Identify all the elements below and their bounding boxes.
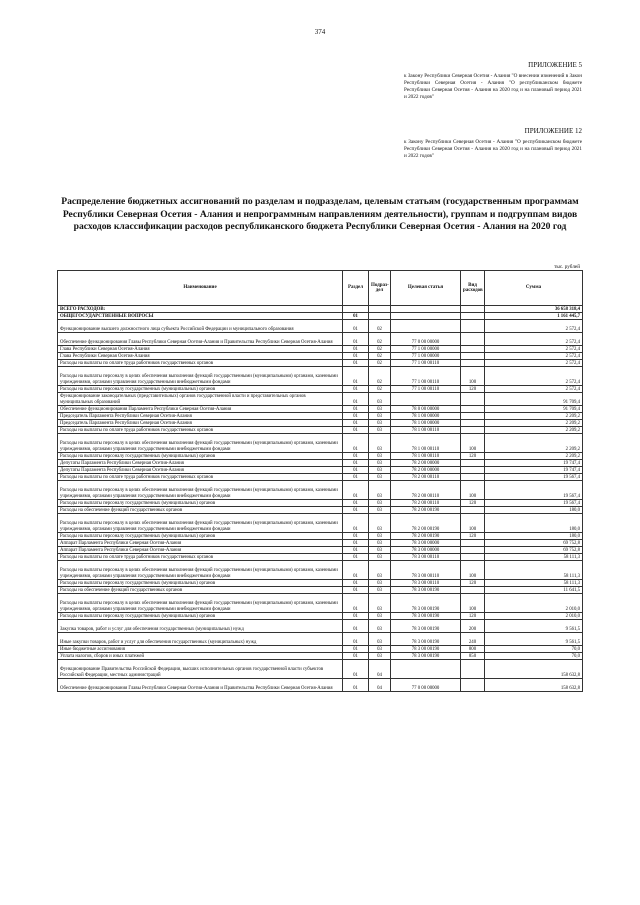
cell-type (461, 467, 485, 474)
cell-section: 01 (343, 313, 369, 320)
cell-section: 01 (343, 481, 369, 500)
cell-target (391, 313, 461, 320)
cell-section: 01 (343, 533, 369, 540)
cell-name: Расходы на выплаты по оплате труда работников государственных органов (58, 360, 343, 367)
cell-sum: 58 111,3 (485, 554, 583, 561)
cell-section: 01 (343, 333, 369, 346)
cell-subsection: 03 (369, 460, 391, 467)
cell-sum: 9 561,5 (485, 633, 583, 646)
cell-type: 120 (461, 613, 485, 620)
cell-sum: 69 752,8 (485, 547, 583, 554)
cell-subsection: 04 (369, 660, 391, 679)
cell-section: 01 (343, 393, 369, 406)
cell-type: 800 (461, 646, 485, 653)
cell-sum: 2 572,4 (485, 346, 583, 353)
cell-name: Функционирование законодательных (представительных) органов государственной власти и представительных органов муниципальных образований (58, 393, 343, 406)
cell-type (461, 306, 485, 313)
cell-type (461, 420, 485, 427)
cell-type: 120 (461, 533, 485, 540)
cell-target: 78 3 00 00110 (391, 561, 461, 580)
cell-name: Расходы на выплаты персоналу в целях обеспечения выполнения функций государственными (муниципальными) органами, казенными учреждениями, органами управления государственными внебюджетными фондами (58, 434, 343, 453)
cell-target: 78 2 00 00000 (391, 460, 461, 467)
cell-sum: 36 658 318,4 (485, 306, 583, 313)
cell-section: 01 (343, 360, 369, 367)
cell-section: 01 (343, 660, 369, 679)
cell-sum: 180,0 (485, 533, 583, 540)
cell-name: Расходы на выплаты персоналу в целях обеспечения выполнения функций государственными (муниципальными) органами, казенными учреждениями, органами управления государственными внебюджетными фондами (58, 367, 343, 386)
table-row (58, 533, 583, 540)
cell-type (461, 406, 485, 413)
cell-sum: 91 709,4 (485, 406, 583, 413)
cell-type (461, 353, 485, 360)
cell-section: 01 (343, 580, 369, 587)
cell-type: 850 (461, 653, 485, 660)
table-row (58, 313, 583, 320)
cell-subsection: 03 (369, 540, 391, 547)
header-sum: Сумма (485, 271, 583, 306)
cell-subsection: 03 (369, 653, 391, 660)
cell-target: 78 3 00 00190 (391, 587, 461, 594)
header-subsection: Подраз-дел (369, 271, 391, 306)
cell-name: Аппарат Парламента Республики Северная Осетия-Алания (58, 540, 343, 547)
table-row (58, 507, 583, 514)
cell-sum: 2 209,2 (485, 427, 583, 434)
cell-name: Расходы на выплаты персоналу государственных (муниципальных) органов (58, 613, 343, 620)
cell-subsection: 03 (369, 514, 391, 533)
cell-section: 01 (343, 594, 369, 613)
cell-name: Расходы на выплаты персоналу в целях обеспечения выполнения функций государственными (муниципальными) органами, казенными учреждениями, органами управления государственными внебюджетными фондами (58, 481, 343, 500)
document-title: Распределение бюджетных ассигнований по разделам и подразделам, целевым статьям (государственным программам Республики Северная Осетия - Алания и непрограммным направлениям деятельности), группам и подгруппам видов расходов классификации расходов республиканского бюджета Республики Северная Осетия - Алания на 2020 год (61, 196, 579, 232)
appendix-text: к Закону Республики Северная Осетия - Алания "О республиканском бюджете Республики Северная Осетия - Алания на 2020 год и на плановый период 2021 и 2022 годов" (404, 139, 582, 159)
cell-target: 78 2 00 00110 (391, 481, 461, 500)
cell-subsection: 03 (369, 554, 391, 561)
cell-target (391, 320, 461, 333)
cell-section: 01 (343, 367, 369, 386)
cell-subsection: 04 (369, 679, 391, 692)
cell-name: Расходы на обеспечение функций государственных органов (58, 587, 343, 594)
cell-subsection: 03 (369, 427, 391, 434)
cell-section: 01 (343, 620, 369, 633)
table-row (58, 353, 583, 360)
table-row (58, 427, 583, 434)
cell-name: Расходы на выплаты по оплате труда работников государственных органов (58, 474, 343, 481)
cell-sum: 2 209,2 (485, 413, 583, 420)
cell-name: Глава Республики Северная Осетия-Алания (58, 346, 343, 353)
cell-type (461, 474, 485, 481)
cell-target: 78 1 00 00110 (391, 453, 461, 460)
units-label: тыс. рублей (554, 264, 580, 270)
cell-section: 01 (343, 453, 369, 460)
cell-subsection: 02 (369, 360, 391, 367)
cell-sum: 19 747,4 (485, 467, 583, 474)
cell-sum: 2 572,4 (485, 360, 583, 367)
cell-sum: 58 111,3 (485, 561, 583, 580)
cell-subsection: 03 (369, 420, 391, 427)
cell-sum: 2 572,4 (485, 367, 583, 386)
header-type: Вид расходов (461, 271, 485, 306)
cell-type: 200 (461, 620, 485, 633)
cell-type (461, 333, 485, 346)
cell-name: Расходы на выплаты персоналу в целях обеспечения выполнения функций государственными (муниципальными) органами, казенными учреждениями, органами управления государственными внебюджетными фондами (58, 561, 343, 580)
cell-name: ОБЩЕГОСУДАРСТВЕННЫЕ ВОПРОСЫ (58, 313, 343, 320)
cell-sum: 58 111,3 (485, 580, 583, 587)
cell-sum: 9 561,5 (485, 620, 583, 633)
cell-type (461, 547, 485, 554)
cell-target: 77 0 00 00000 (391, 333, 461, 346)
cell-type: 120 (461, 386, 485, 393)
cell-name: Закупка товаров, работ и услуг для обеспечения государственных (муниципальных) нужд (58, 620, 343, 633)
cell-subsection: 03 (369, 481, 391, 500)
cell-sum: 19 567,4 (485, 500, 583, 507)
cell-type (461, 313, 485, 320)
cell-section: 01 (343, 353, 369, 360)
header-target: Целевая статья (391, 271, 461, 306)
cell-section: 01 (343, 386, 369, 393)
header-name: Наименование (58, 271, 343, 306)
cell-sum: 180,0 (485, 507, 583, 514)
page-number: 374 (314, 28, 326, 36)
cell-target: 78 1 00 00110 (391, 434, 461, 453)
cell-subsection: 03 (369, 413, 391, 420)
cell-name: Расходы на выплаты персоналу государственных (муниципальных) органов (58, 533, 343, 540)
cell-subsection: 03 (369, 613, 391, 620)
cell-name: Расходы на выплаты персоналу в целях обеспечения выполнения функций государственными (муниципальными) органами, казенными учреждениями, органами управления государственными внебюджетными фондами (58, 514, 343, 533)
cell-section: 01 (343, 346, 369, 353)
cell-sum: 19 747,4 (485, 460, 583, 467)
cell-type: 120 (461, 453, 485, 460)
cell-type (461, 679, 485, 692)
table-row (58, 333, 583, 346)
budget-table (57, 270, 583, 692)
cell-section: 01 (343, 653, 369, 660)
cell-name: Иные бюджетные ассигнования (58, 646, 343, 653)
cell-type: 100 (461, 434, 485, 453)
cell-target: 78 2 00 00110 (391, 474, 461, 481)
cell-target: 78 3 00 00190 (391, 613, 461, 620)
cell-section: 01 (343, 587, 369, 594)
cell-name: Обеспечение функционирования Главы Республики Северная Осетия-Алания и Правительства Республики Северная Осетия-Алания (58, 679, 343, 692)
cell-section: 01 (343, 320, 369, 333)
cell-type (461, 346, 485, 353)
cell-type: 100 (461, 481, 485, 500)
cell-type (461, 507, 485, 514)
cell-subsection: 03 (369, 500, 391, 507)
cell-type: 100 (461, 561, 485, 580)
table-row (58, 500, 583, 507)
cell-target: 77 1 00 00110 (391, 367, 461, 386)
table-row (58, 460, 583, 467)
table-row (58, 633, 583, 646)
table-row (58, 346, 583, 353)
cell-subsection: 03 (369, 474, 391, 481)
cell-subsection: 03 (369, 533, 391, 540)
cell-name: Обеспечение функционирования Парламента Республики Северная Осетия-Алания (58, 406, 343, 413)
cell-target: 78 1 00 00000 (391, 413, 461, 420)
cell-section: 01 (343, 467, 369, 474)
cell-target: 77 1 00 00000 (391, 353, 461, 360)
cell-target: 78 3 00 00190 (391, 653, 461, 660)
cell-section: 01 (343, 554, 369, 561)
cell-section: 01 (343, 413, 369, 420)
cell-subsection: 02 (369, 386, 391, 393)
cell-sum: 2 209,2 (485, 434, 583, 453)
cell-section: 01 (343, 540, 369, 547)
cell-sum: 158 632,8 (485, 679, 583, 692)
table-row (58, 660, 583, 679)
table-row (58, 481, 583, 500)
cell-subsection (369, 313, 391, 320)
cell-target: 78 1 00 00000 (391, 420, 461, 427)
table-row (58, 613, 583, 620)
cell-target: 78 3 00 00000 (391, 547, 461, 554)
cell-name: Расходы на выплаты персоналу государственных (муниципальных) органов (58, 453, 343, 460)
cell-subsection: 03 (369, 453, 391, 460)
cell-section: 01 (343, 613, 369, 620)
cell-section: 01 (343, 646, 369, 653)
cell-target: 78 3 00 00190 (391, 646, 461, 653)
cell-name: Уплата налогов, сборов и иных платежей (58, 653, 343, 660)
appendix-block-12 (404, 128, 582, 160)
cell-target: 78 2 00 00000 (391, 467, 461, 474)
table-row (58, 453, 583, 460)
table-row (58, 406, 583, 413)
cell-sum: 19 567,4 (485, 481, 583, 500)
cell-section: 01 (343, 460, 369, 467)
cell-sum: 70,0 (485, 653, 583, 660)
table-row (58, 393, 583, 406)
table-header-row (58, 271, 583, 306)
table-row (58, 514, 583, 533)
cell-subsection: 03 (369, 587, 391, 594)
table-row (58, 413, 583, 420)
cell-subsection: 03 (369, 633, 391, 646)
cell-type (461, 587, 485, 594)
cell-name: Расходы на выплаты персоналу государственных (муниципальных) органов (58, 580, 343, 587)
table-row (58, 320, 583, 333)
cell-sum: 2 572,4 (485, 386, 583, 393)
cell-name: Функционирование высшего должностного лица субъекта Российской Федерации и муниципального образования (58, 320, 343, 333)
cell-subsection: 03 (369, 547, 391, 554)
table-row (58, 434, 583, 453)
cell-sum: 158 632,8 (485, 660, 583, 679)
table-row (58, 367, 583, 386)
cell-type (461, 427, 485, 434)
cell-sum: 2 010,0 (485, 613, 583, 620)
table-row (58, 679, 583, 692)
cell-name: Расходы на выплаты персоналу государственных (муниципальных) органов (58, 500, 343, 507)
cell-type (461, 660, 485, 679)
table-row (58, 540, 583, 547)
cell-target: 78 3 00 00110 (391, 554, 461, 561)
cell-target: 78 3 00 00000 (391, 540, 461, 547)
cell-section: 01 (343, 420, 369, 427)
cell-type (461, 460, 485, 467)
cell-name: Председатель Парламента Республики Северная Осетия-Алания (58, 413, 343, 420)
cell-subsection: 03 (369, 507, 391, 514)
cell-type: 100 (461, 514, 485, 533)
cell-type (461, 413, 485, 420)
cell-type: 120 (461, 500, 485, 507)
cell-name: Иные закупки товаров, работ и услуг для обеспечения государственных (муниципальных) нужд (58, 633, 343, 646)
table-row (58, 561, 583, 580)
cell-name: Председатель Парламента Республики Северная Осетия-Алания (58, 420, 343, 427)
cell-section: 01 (343, 561, 369, 580)
table-row (58, 306, 583, 313)
cell-sum: 2 572,4 (485, 320, 583, 333)
cell-subsection: 02 (369, 333, 391, 346)
header-section: Раздел (343, 271, 369, 306)
cell-subsection: 03 (369, 646, 391, 653)
cell-section: 01 (343, 406, 369, 413)
cell-target: 77 1 00 00110 (391, 386, 461, 393)
cell-target: 78 3 00 00190 (391, 620, 461, 633)
cell-section: 01 (343, 679, 369, 692)
cell-type (461, 393, 485, 406)
cell-name: Расходы на выплаты персоналу в целях обеспечения выполнения функций государственными (муниципальными) органами, казенными учреждениями, органами управления государственными внебюджетными фондами (58, 594, 343, 613)
cell-sum: 180,0 (485, 514, 583, 533)
cell-subsection: 03 (369, 434, 391, 453)
table-row (58, 467, 583, 474)
cell-type: 100 (461, 367, 485, 386)
cell-target: 78 2 00 00110 (391, 500, 461, 507)
table-row (58, 386, 583, 393)
cell-subsection: 03 (369, 620, 391, 633)
table-row (58, 580, 583, 587)
table-row (58, 547, 583, 554)
cell-type (461, 320, 485, 333)
cell-section: 01 (343, 507, 369, 514)
cell-section: 01 (343, 500, 369, 507)
cell-sum: 1 161 445,7 (485, 313, 583, 320)
cell-section: 01 (343, 427, 369, 434)
cell-target: 78 2 00 00190 (391, 533, 461, 540)
cell-target: 77 0 00 00000 (391, 679, 461, 692)
cell-name: Обеспечение функционирования Главы Республики Северная Осетия-Алания и Правительства Республики Северная Осетия-Алания (58, 333, 343, 346)
cell-section (343, 306, 369, 313)
cell-section: 01 (343, 633, 369, 646)
cell-sum: 70,0 (485, 646, 583, 653)
cell-subsection: 02 (369, 353, 391, 360)
cell-subsection: 03 (369, 406, 391, 413)
table-row (58, 646, 583, 653)
cell-name: Расходы на выплаты персоналу государственных (муниципальных) органов (58, 386, 343, 393)
appendix-title: ПРИЛОЖЕНИЕ 12 (524, 127, 582, 135)
cell-target: 78 3 00 00190 (391, 633, 461, 646)
cell-name: Функционирование Правительства Российской Федерации, высших исполнительных органов государственной власти субъектов Российской Федерации, местных администраций (58, 660, 343, 679)
cell-sum: 2 010,0 (485, 594, 583, 613)
cell-name: Аппарат Парламента Республики Северная Осетия-Алания (58, 547, 343, 554)
cell-type (461, 554, 485, 561)
cell-sum: 11 641,5 (485, 587, 583, 594)
appendix-title: ПРИЛОЖЕНИЕ 5 (528, 61, 582, 69)
cell-target: 77 1 00 00000 (391, 346, 461, 353)
table-row (58, 653, 583, 660)
cell-target (391, 660, 461, 679)
cell-target (391, 393, 461, 406)
table-row (58, 420, 583, 427)
cell-subsection: 02 (369, 367, 391, 386)
cell-type (461, 360, 485, 367)
cell-subsection (369, 306, 391, 313)
cell-name: Расходы на обеспечение функций государственных органов (58, 507, 343, 514)
cell-subsection: 03 (369, 467, 391, 474)
table-row (58, 587, 583, 594)
table-row (58, 554, 583, 561)
table-row (58, 474, 583, 481)
cell-type (461, 540, 485, 547)
cell-subsection: 03 (369, 580, 391, 587)
cell-name: Депутаты Парламента Республики Северная Осетия-Алания (58, 460, 343, 467)
cell-name: Расходы на выплаты по оплате труда работников государственных органов (58, 427, 343, 434)
table-row (58, 360, 583, 367)
cell-name: Глава Республики Северная Осетия-Алания (58, 353, 343, 360)
cell-target (391, 306, 461, 313)
cell-subsection: 03 (369, 594, 391, 613)
cell-sum: 2 209,2 (485, 420, 583, 427)
cell-target: 78 2 00 00190 (391, 507, 461, 514)
cell-section: 01 (343, 547, 369, 554)
cell-sum: 19 567,4 (485, 474, 583, 481)
cell-target: 78 2 00 00190 (391, 514, 461, 533)
cell-name: Депутаты Парламента Республики Северная Осетия-Алания (58, 467, 343, 474)
cell-target: 77 1 00 00110 (391, 360, 461, 367)
appendix-block-5 (404, 62, 582, 101)
cell-sum: 2 209,2 (485, 453, 583, 460)
cell-type: 240 (461, 633, 485, 646)
cell-section: 01 (343, 514, 369, 533)
cell-target: 78 0 00 00000 (391, 406, 461, 413)
cell-type: 100 (461, 594, 485, 613)
cell-sum: 69 752,8 (485, 540, 583, 547)
cell-subsection: 02 (369, 346, 391, 353)
cell-target: 78 1 00 00110 (391, 427, 461, 434)
cell-target: 78 3 00 00110 (391, 580, 461, 587)
cell-type: 120 (461, 580, 485, 587)
table-row (58, 594, 583, 613)
table-row (58, 620, 583, 633)
cell-sum: 2 572,4 (485, 353, 583, 360)
cell-sum: 91 709,4 (485, 393, 583, 406)
cell-name: ВСЕГО РАСХОДОВ: (58, 306, 343, 313)
cell-subsection: 03 (369, 393, 391, 406)
cell-sum: 2 572,4 (485, 333, 583, 346)
cell-section: 01 (343, 474, 369, 481)
cell-subsection: 02 (369, 320, 391, 333)
cell-target: 78 3 00 00190 (391, 594, 461, 613)
cell-section: 01 (343, 434, 369, 453)
table-body (58, 306, 583, 692)
cell-subsection: 03 (369, 561, 391, 580)
cell-name: Расходы на выплаты по оплате труда работников государственных органов (58, 554, 343, 561)
appendix-text: к Закону Республики Северная Осетия - Алания "О внесении изменений в Закон Республики Северная Осетия - Алания "О республиканском бюджете Республики Северная Осетия - Алания на 2020 год и на плановый период 2021 и 2022 годов" (404, 73, 582, 100)
